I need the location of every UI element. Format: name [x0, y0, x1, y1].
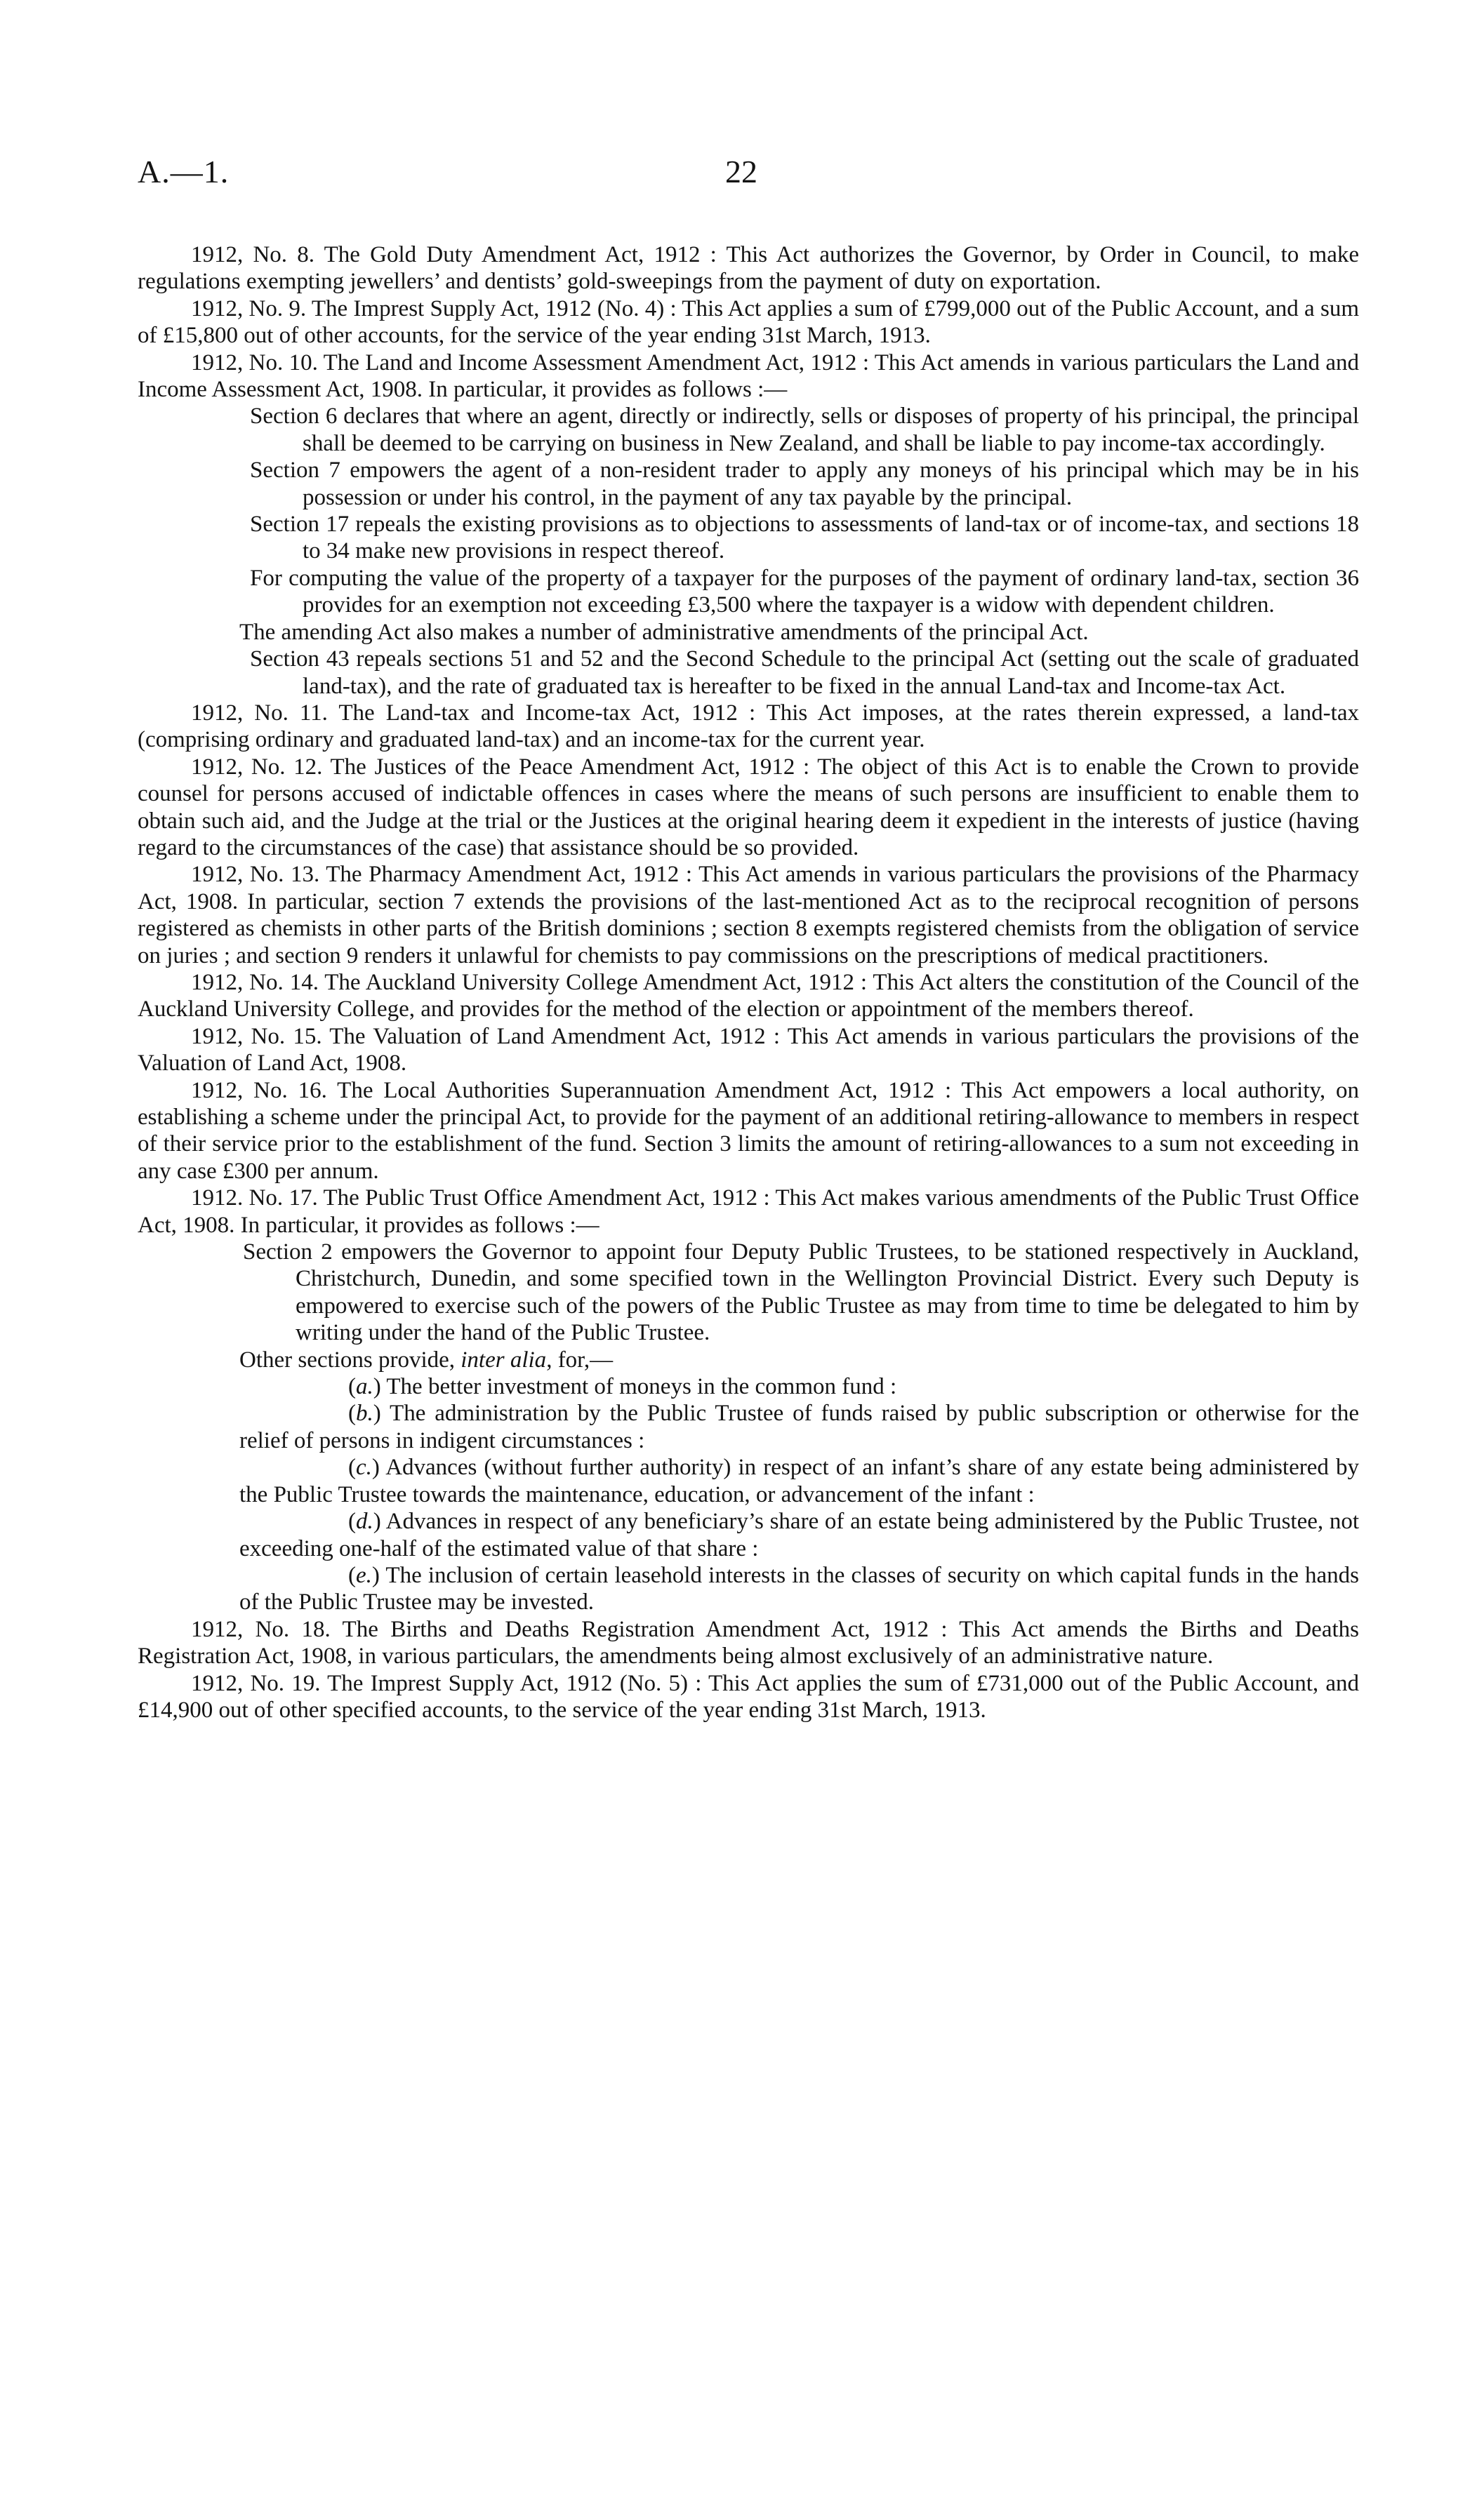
document-body — [138, 241, 1359, 1724]
entry-no18: 1912, No. 18. The Births and Deaths Registration Amendment Act, 1912 : This Act amends the Births and Deaths Registration Act, 1908, in various particulars, the amendments being almost exclusively of an administrative nature. — [138, 1616, 1359, 1669]
entry-no17-subitem: (d.) Advances in respect of any beneficiary’s share of an estate being administered by the Public Trustee, not exceeding one-half of the estimated value of that share : — [239, 1509, 1359, 1561]
subitem-label: c. — [356, 1455, 372, 1481]
entry-no14: 1912, No. 14. The Auckland University College Amendment Act, 1912 : This Act alters the constitution of the Council of the Auckland University College, and provides for the method of the election or appointment of the members thereof. — [138, 969, 1359, 1022]
entry-no10-item: Section 7 empowers the agent of a non-resident trader to apply any moneys of his principal which may be in his possession or under his control, in the payment of any tax payable by the principal. — [250, 458, 1359, 510]
page-number: 22 — [725, 154, 757, 189]
entry-no10-item: Section 6 declares that where an agent, directly or indirectly, sells or disposes of property of his principal, the principal shall be deemed to be carrying on business in New Zealand, and shall be liable to pay income-tax accordingly. — [250, 404, 1359, 456]
subitem-text: Advances (without further authority) in respect of an infant’s share of any estate being administered by the Public Trustee towards the maintenance, education, or advancement of the infant : — [239, 1455, 1359, 1507]
entry-no10-item: For computing the value of the property of a taxpayer for the purposes of the payment of ordinary land-tax, section 36 provides for an exemption not exceeding £3,500 where the taxpayer is a widow with dependent children. — [250, 565, 1359, 618]
entry-no8: 1912, No. 8. The Gold Duty Amendment Act, 1912 : This Act authorizes the Governor, by Order in Council, to make regulations exempting jewellers’ and dentists’ gold-sweepings from the payment of duty on exportation. — [138, 242, 1359, 295]
entry-no10-item: Section 43 repeals sections 51 and 52 and the Second Schedule to the principal Act (setting out the scale of graduated land-tax), and the rate of graduated tax is hereafter to be fixed in the annual Land-tax and Income-tax Act. — [250, 646, 1359, 699]
entry-no10-item: Section 17 repeals the existing provisions as to objections to assessments of land-tax or of income-tax, and sections 18 to 34 make new provisions in respect thereof. — [250, 512, 1359, 564]
subitem-text: Advances in respect of any beneficiary’s share of an estate being administered by the Public Trustee, not exceeding one-half of the estimated value of that share : — [239, 1509, 1359, 1561]
subitem-label: d. — [356, 1509, 373, 1535]
entry-no11: 1912, No. 11. The Land-tax and Income-tax Act, 1912 : This Act imposes, at the rates therein expressed, a land-tax (comprising ordinary and graduated land-tax) and an income-tax for the current year. — [138, 700, 1359, 753]
entry-no10-intro: 1912, No. 10. The Land and Income Assessment Amendment Act, 1912 : This Act amends in various particulars the Land and Income Assessment Act, 1908. In particular, it provides as follows :— — [138, 349, 1359, 403]
subitem-label: a. — [356, 1374, 373, 1400]
subitem-label: b. — [356, 1401, 373, 1427]
entry-no9: 1912, No. 9. The Imprest Supply Act, 1912 (No. 4) : This Act applies a sum of £799,000 out of the Public Account, and a sum of £15,800 out of other accounts, for the service of the year ending 31st March, 1913. — [138, 295, 1359, 349]
other-prefix: Other sections provide, — [239, 1347, 461, 1373]
subitem-label: e. — [356, 1562, 372, 1588]
entry-no17-subitem: (a.) The better investment of moneys in the common fund : — [348, 1374, 897, 1400]
subitem-text: The administration by the Public Trustee of funds raised by public subscription or otherwise for the relief of persons in indigent circumstances : — [239, 1401, 1359, 1453]
other-italic: inter alia — [461, 1347, 547, 1373]
entry-no13: 1912, No. 13. The Pharmacy Amendment Act, 1912 : This Act amends in various particulars the provisions of the Pharmacy Act, 1908. In particular, section 7 extends the provisions of the last-mentioned Act as to the reciprocal recognition of persons registered as chemists in other parts of the British dominions ; section 8 exempts registered chemists from the obligation of service on juries ; and section 9 renders it unlawful for chemists to pay commissions on the prescriptions of medical practitioners. — [138, 862, 1359, 968]
entry-no17-intro: 1912. No. 17. The Public Trust Office Amendment Act, 1912 : This Act makes various amendments of the Public Trust Office Act, 1908. In particular, it provides as follows :— — [138, 1185, 1359, 1238]
entry-no12: 1912, No. 12. The Justices of the Peace Amendment Act, 1912 : The object of this Act is to enable the Crown to provide counsel for persons accused of indictable offences in cases where the means of such persons are insufficient to enable them to obtain such aid, and the Judge at the trial or the Justices at the original hearing deem it expedient in the interests of justice (having regard to the circumstances of the case) that assistance should be so provided. — [138, 754, 1359, 860]
entry-no16: 1912, No. 16. The Local Authorities Superannuation Amendment Act, 1912 : This Act empowers a local authority, on establishing a scheme under the principal Act, to provide for the payment of an additional retiring-allowance to members in respect of their service prior to the establishment of the fund. Section 3 limits the amount of retiring-allowances to a sum not exceeding in any case £300 per annum. — [138, 1077, 1359, 1184]
entry-no17-other — [239, 1347, 1359, 1373]
page-header — [138, 153, 1359, 202]
subitem-text: The better investment of moneys in the common fund : — [380, 1374, 897, 1400]
entry-no19: 1912, No. 19. The Imprest Supply Act, 1912 (No. 5) : This Act applies the sum of £731,000 out of the Public Account, and £14,900 out of other specified accounts, to the service of the year ending 31st March, 1913. — [138, 1670, 1359, 1723]
entry-no17-subitem: (b.) The administration by the Public Trustee of funds raised by public subscription or otherwise for the relief of persons in indigent circumstances : — [239, 1401, 1359, 1453]
document-reference: A.—1. — [138, 154, 230, 189]
entry-no17-subitem: (c.) Advances (without further authority) in respect of an infant’s share of any estate being administered by the Public Trustee towards the maintenance, education, or advancement of the infant : — [239, 1455, 1359, 1507]
entry-no10-item: The amending Act also makes a number of administrative amendments of the principal Act. — [239, 619, 1089, 645]
subitem-text: The inclusion of certain leasehold interests in the classes of security on which capital funds in the hands of the Public Trustee may be invested. — [239, 1562, 1359, 1615]
entry-no17-subitem: (e.) The inclusion of certain leasehold interests in the classes of security on which capital funds in the hands of the Public Trustee may be invested. — [239, 1562, 1359, 1615]
entry-no15: 1912, No. 15. The Valuation of Land Amendment Act, 1912 : This Act amends in various particulars the provisions of the Valuation of Land Act, 1908. — [138, 1023, 1359, 1076]
other-suffix: , for,— — [546, 1347, 614, 1373]
entry-no17-section2: Section 2 empowers the Governor to appoint four Deputy Public Trustees, to be stationed respectively in Auckland, Christchurch, Dunedin, and some specified town in the Wellington Provincial District. Every such Deputy is empowered to exercise such of the powers of the Public Trustee as may from time to time be delegated to him by writing under the hand of the Public Trustee. — [243, 1239, 1359, 1346]
